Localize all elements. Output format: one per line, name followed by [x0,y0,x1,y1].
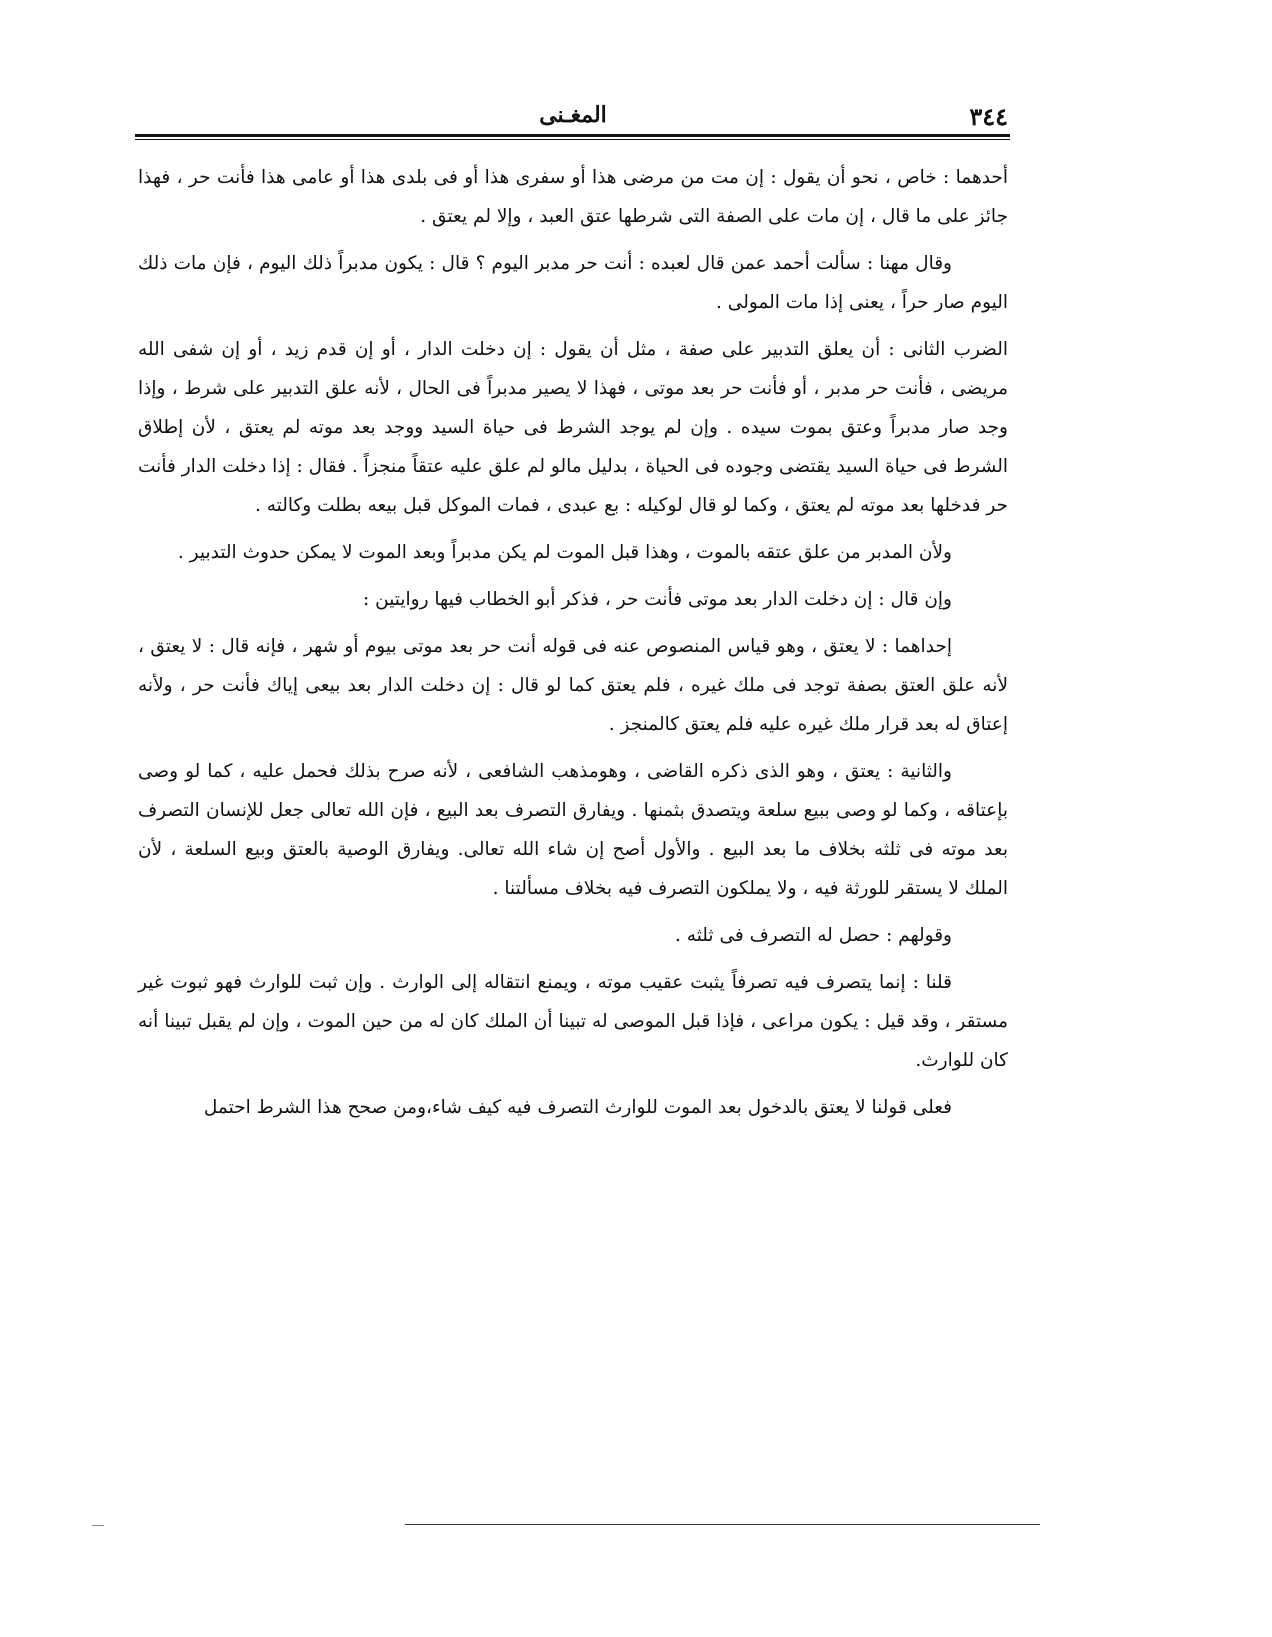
body-text [138,158,1008,1135]
paragraph: قلنا : إنما يتصرف فيه تصرفاً يثبت عقيب موته ، ويمنع انتقاله إلى الوارث . وإن ثبت للوارث فهو ثبوت غير مستقر ، وقد قيل : يكون مراعى ، فإذا قبل الموصى له تبينا أن الملك كان له من حين الموت ، وإن لم يقبل تبينا أنه كان للوارث. [138,972,1008,1071]
paragraph: إحداهما : لا يعتق ، وهو قياس المنصوص عنه فى قوله أنت حر بعد موتى بيوم أو شهر ، فإنه قال : لا يعتق ، لأنه علق العتق بصفة توجد فى ملك غيره ، فلم يعتق كما لو قال : إن دخلت الدار بعد بيعى إياك فأنت حر ، ولأنه إعتاق له بعد قرار ملك غيره عليه فلم يعتق كالمنجز . [138,636,1008,735]
paragraph: وإن قال : إن دخلت الدار بعد موتى فأنت حر ، فذكر أبو الخطاب فيها روايتين : [363,589,952,610]
paragraph: أحدهما : خاص ، نحو أن يقول : إن مت من مرضى هذا أو سفرى هذا أو فى بلدى هذا أو عامى هذا فأنت حر ، فهذا جائز على ما قال ، إن مات على الصفة التى شرطها عتق العبد ، وإلا لم يعتق . [138,167,1008,227]
page-number: ٣٤٤ [969,102,1008,131]
page-header [138,98,1008,134]
paragraph: وقال مهنا : سألت أحمد عمن قال لعبده : أنت حر مدبر اليوم ؟ قال : يكون مدبراً ذلك اليوم ، فإن مات ذلك اليوم صار حراً ، يعنى إذا مات المولى . [138,253,1008,313]
header-rule-thin [135,139,1010,140]
footnote-rule [405,1524,1040,1525]
header-rule-thick [135,134,1010,137]
paragraph: وقولهم : حصل له التصرف فى ثلثه . [675,925,952,946]
paragraph: الضرب الثانى : أن يعلق التدبير على صفة ، مثل أن يقول : إن دخلت الدار ، أو إن قدم زيد ، أو إن شفى الله مريضى ، فأنت حر مدبر ، أو فأنت حر بعد موتى ، فهذا لا يصير مدبراً فى الحال ، لأنه علق التدبير على شرط ، وإذا وجد صار مدبراً وعتق بموت سيده . وإن لم يوجد الشرط فى حياة السيد ووجد بعد موته لم يعتق ، لأن إطلاق الشرط فى حياة السيد يقتضى وجوده فى الحياة ، بدليل مالو لم علق عليه عتقاً منجزاً . فقال : إذا دخلت الدار فأنت حر فدخلها بعد موته لم يعتق ، وكما لو قال لوكيله : بع عبدى ، فمات الموكل قبل بيعه بطلت وكالته . [138,339,1008,516]
paragraph: ولأن المدبر من علق عتقه بالموت ، وهذا قبل الموت لم يكن مدبراً وبعد الموت لا يمكن حدوث التدبير . [177,542,952,563]
margin-mark [92,1525,104,1526]
paragraph: والثانية : يعتق ، وهو الذى ذكره القاضى ، وهومذهب الشافعى ، لأنه صرح بذلك فحمل عليه ، كما لو وصى بإعتاقه ، وكما لو وصى ببيع سلعة ويتصدق بثمنها . ويفارق التصرف بعد البيع ، فإن الله تعالى جعل للإنسان التصرف بعد موته فى ثلثه بخلاف ما بعد البيع . والأول أصح إن شاء الله تعالى. ويفارق الوصية بالعتق وبيع السلعة ، لأن الملك لا يستقر للورثة فيه ، ولا يملكون التصرف فيه بخلاف مسألتنا . [138,761,1008,899]
paragraph: فعلى قولنا لا يعتق بالدخول بعد الموت للوارث التصرف فيه كيف شاء،ومن صحح هذا الشرط احتمل [203,1097,952,1118]
running-title: المغـنى [539,102,607,128]
